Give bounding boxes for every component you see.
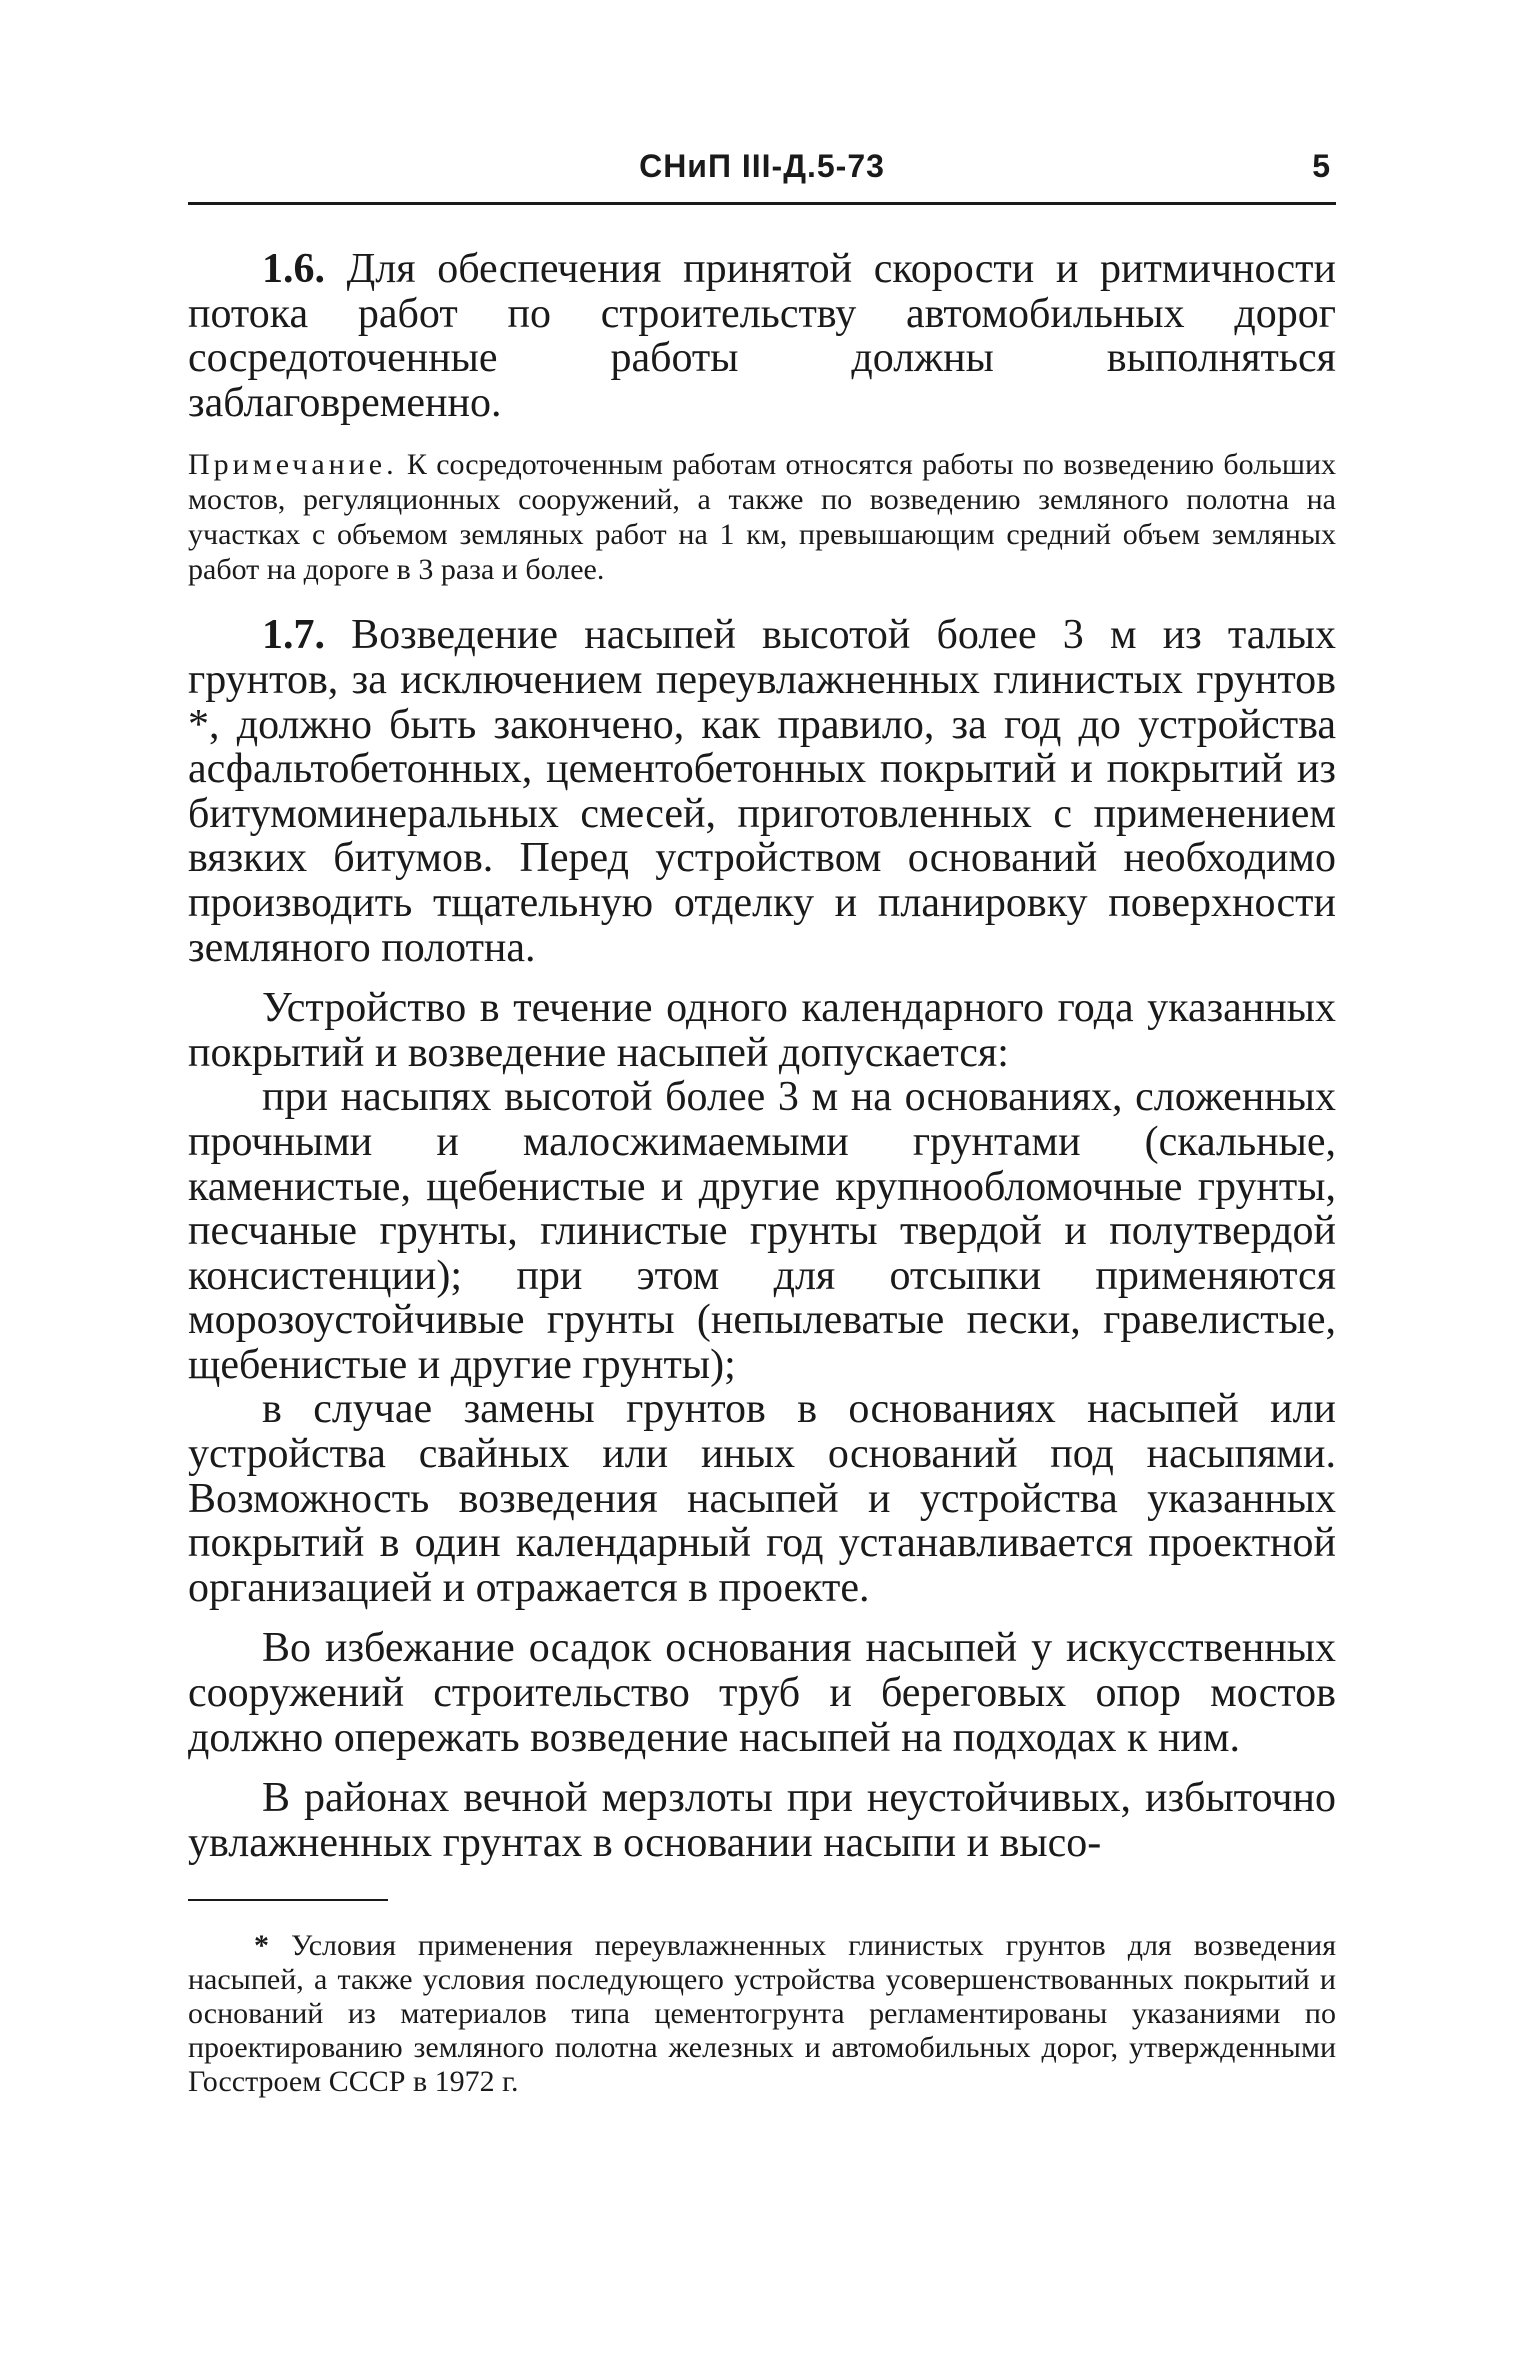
page-number: 5 xyxy=(1312,148,1330,184)
note-text: К сосредоточенным работам относятся работы по возведению больших мостов, регуляционных сооружений, а также по возведению земляного полотна на участках с объемом земляных работ на 1 км, превышающим средний объем земляных работ на дороге в 3 раза и более. xyxy=(188,448,1336,587)
section-number: 1.6. xyxy=(262,246,325,292)
section-text: Возведение насыпей высотой более 3 м из талых грунтов, за исключением переувлажненных глинистых грунтов *, должно быть закончено, как правило, за год до устройства асфальтобетонных, цементобетонных покрытий и покрытий из битумоминеральных смесей, приготовленных с применением вязких битумов. Перед устройством оснований необходимо производить тщательную отделку и планировку поверхности земляного полотна. xyxy=(188,612,1336,971)
paragraph: Устройство в течение одного календарного года указанных покрытий и возведение насыпей допускается: xyxy=(188,985,1336,1076)
paragraph: В районах вечной мерзлоты при неустойчивых, избыточно увлажненных грунтах в основании насыпи и высо- xyxy=(188,1775,1336,1866)
paragraph: в случае замены грунтов в основаниях насыпей или устройства свайных или иных оснований под насыпями. Возможность возведения насыпей и устройства указанных покрытий в один календарный год устанавливается проектной организацией и отражается в проекте. xyxy=(188,1386,1336,1611)
note xyxy=(188,447,1336,587)
footnote-marker: * xyxy=(254,1929,269,1963)
footnote-rule xyxy=(188,1899,388,1901)
footnote xyxy=(188,1929,1336,2099)
section-1-7 xyxy=(188,613,1336,970)
document-code: СНиП III-Д.5-73 xyxy=(639,148,885,184)
section-text: Для обеспечения принятой скорости и ритмичности потока работ по строительству автомобильных дорог сосредоточенные работы должны выполняться заблаговременно. xyxy=(188,246,1336,426)
section-1-6 xyxy=(188,247,1336,425)
section-number: 1.7. xyxy=(262,612,325,659)
header-rule xyxy=(188,202,1336,205)
paragraph: при насыпях высотой более 3 м на основаниях, сложенных прочными и малосжимаемыми грунтами (скальные, каменистые, щебенистые и другие крупнообломочные грунты, песчаные грунты, глинистые грунты твердой и полутвердой консистенции); при этом для отсыпки применяются морозоустойчивые грунты (непылеватые пески, гравелистые, щебенистые и другие грунты); xyxy=(188,1074,1336,1388)
document-page xyxy=(188,140,1336,2099)
note-label: Примечание. xyxy=(188,448,398,482)
footnote-text: Условия применения переувлажненных глинистых грунтов для возведения насыпей, а также условия последующего устройства усовершенствованных покрытий и оснований из материалов типа цементогрунта регламентированы указаниями по проектированию земляного полотна железных и автомобильных дорог, утвержденными Госстроем СССР в 1972 г. xyxy=(188,1929,1336,2099)
running-header xyxy=(188,140,1336,200)
paragraph: Во избежание осадок основания насыпей у искусственных сооружений строительство труб и береговых опор мостов должно опережать возведение насыпей на подходах к ним. xyxy=(188,1625,1336,1761)
